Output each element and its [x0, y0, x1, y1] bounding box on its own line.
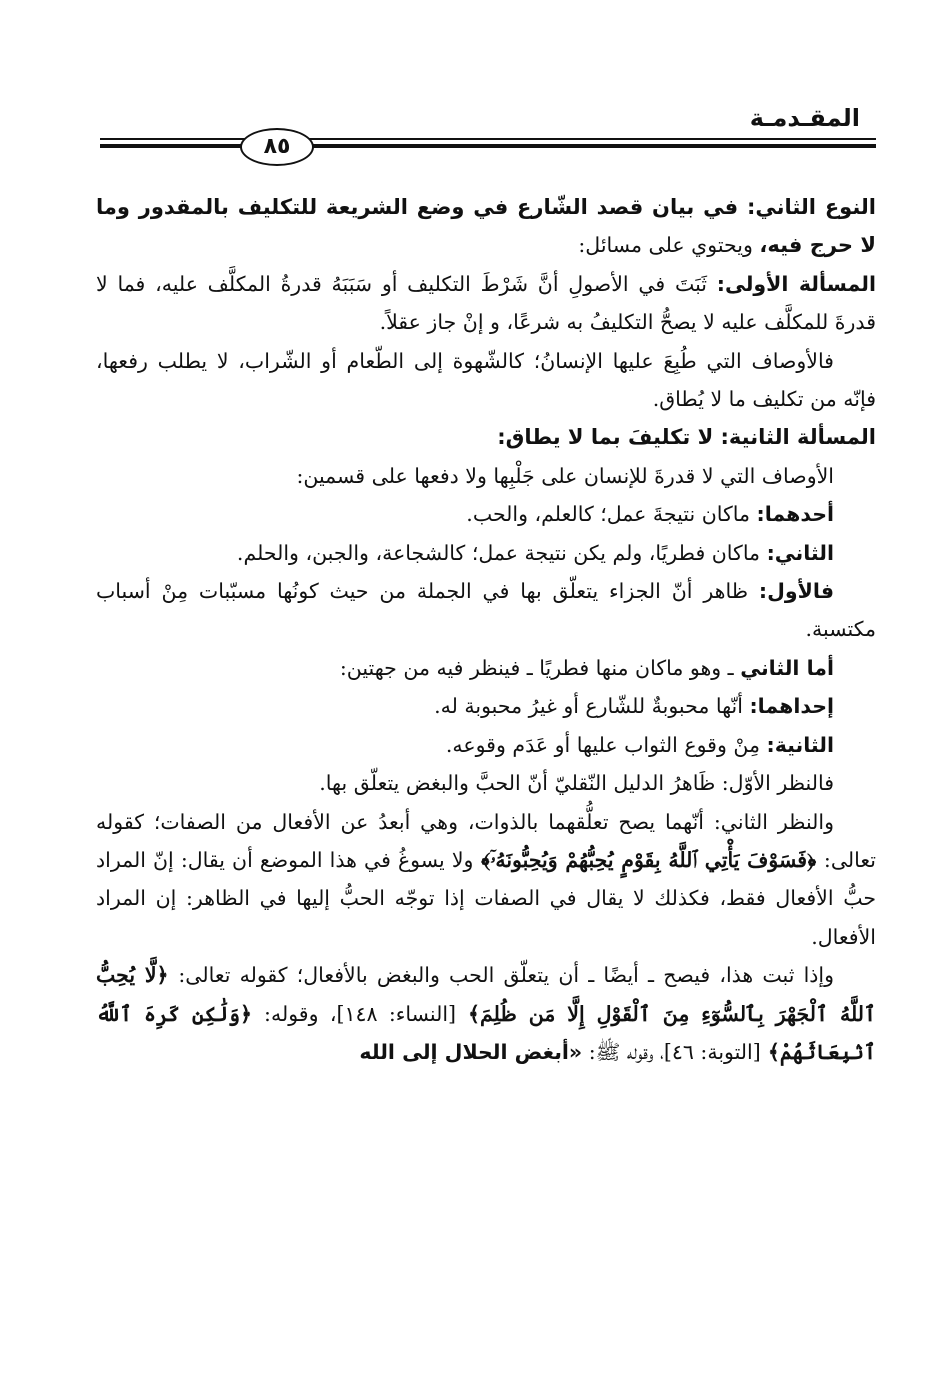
paragraph-view-one: فالنظر الأوّل: ظَاهرُ الدليل النّقليّ أنّ الحبَّ والبغض يتعلّق بها. — [319, 771, 834, 796]
paragraph-actions — [96, 956, 876, 1071]
quran-verse: ﴿فَسَوْفَ يَأْتِي ٱللَّهُ بِقَوْمٍ يُحِبُّهُمْ وَيُحِبُّونَهُۥٓ﴾ — [473, 847, 824, 872]
paragraph-two-types: الأوصاف التي لا قدرةَ للإنسان على جَلْبِها ولا دفعها على قسمين: — [296, 463, 834, 488]
header-rule — [100, 138, 876, 152]
view-two-text-a: والنظر الثاني: أنّهما يصح تعلُّقهما بالذوات، وهي أبعدُ عن الأفعال من الصفات؛ كقوله تعالى: — [96, 809, 876, 872]
paragraph-view-two — [96, 803, 876, 957]
type-one-text: ماكان نتيجةَ عمل؛ كالعلم، والحب. — [466, 502, 757, 527]
paragraph-aspect-one — [96, 687, 876, 725]
view-two-text-b: ولا يسوغُ في هذا الموضع أن يقال: إنّ المراد حبُّ الأفعال فقط، فكذلك لا يقال في الصفات إذا توجّه الحبُّ إليها في الظاهر: إن المراد الأفعال. — [96, 847, 876, 949]
verse-reference: [النساء: ١٤٨]، وقوله: — [264, 1001, 457, 1026]
section-heading: النوع الثاني: في بيان قصد الشّارع في وضع الشريعة للتكليف بالمقدور وما لا حرج فيه، — [96, 195, 876, 258]
aspect-two-text: مِنْ وقوع الثواب عليها أو عَدَم وقوعه. — [445, 732, 767, 757]
quran-verse: ﴿لَّا يُحِبُّ ٱللَّهُ ٱلْجَهْرَ بِٱلسُّوٓءِ مِنَ ٱلْقَوْلِ إِلَّا مَن ظُلِمَ﴾ — [96, 963, 876, 1026]
paragraph-innate-traits: فالأوصاف التي طُبِعَ عليها الإنسانُ؛ كالشّهوة إلى الطّعام أو الشّراب، لا يطلب رفعها، فإنّه من تكليف ما لا يُطاق. — [96, 348, 876, 412]
page-body — [96, 188, 876, 1071]
type-two-label: الثاني: — [766, 540, 834, 565]
aspect-one-text: أنّها محبوبةٌ للشّارع أو غيرُ محبوبة له. — [434, 694, 750, 719]
paragraph-first — [96, 572, 876, 649]
first-text: ظاهر أنّ الجزاء يتعلّق بها في الجملة من حيث كونُها مسبّبات مِنْ أسباب مكتسبة. — [96, 579, 876, 642]
section-intro: ويحتوي على مسائل: — [578, 233, 760, 258]
rule-thick-line — [100, 144, 876, 148]
type-one-label: أحدهما: — [756, 502, 834, 527]
paragraph-type-two — [96, 534, 876, 572]
paragraph-type-one — [96, 495, 876, 533]
paragraph-aspect-two — [96, 726, 876, 764]
chapter-title: المقـدمـة — [749, 104, 860, 132]
section-heading-paragraph — [96, 188, 876, 265]
quran-verse: ﴿وَلَٰكِن كَرِهَ ٱللَّهُ ٱنۢبِعَاثَهُمْ﴾ — [96, 1001, 876, 1064]
issue-one-text: ثَبَتَ في الأصولِ أنَّ شَرْطَ التكليف أو سَبَبَهُ قدرةُ المكلَّف عليه، فما لا قدرةَ للمكلَّف عليه لا يصحُّ التكليفُ به شرعًا، و إنْ جاز عقلاً. — [96, 271, 876, 335]
paragraph-second — [96, 649, 876, 687]
hadith-quote: «أبغض الحلال إلى الله — [359, 1039, 583, 1064]
issue-two-heading — [96, 418, 876, 456]
aspect-two-label: الثانية: — [766, 732, 834, 757]
issue-two-label: المسألة الثانية: لا تكليفَ بما لا يطاق: — [497, 425, 876, 450]
issue-one-paragraph — [96, 265, 876, 342]
aspect-one-label: إحداهما: — [749, 694, 834, 719]
second-label: أما الثاني — [740, 655, 834, 680]
first-label: فالأول: — [758, 579, 834, 604]
rule-thin-line — [100, 138, 876, 140]
type-two-text: ماكان فطريًا، ولم يكن نتيجة عمل؛ كالشجاعة، والجبن، والحلم. — [236, 540, 767, 565]
second-text: ـ وهو ماكان منها فطريًا ـ فينظر فيه من جهتين: — [339, 655, 741, 680]
issue-one-label: المسألة الأولى: — [716, 271, 876, 296]
actions-text-a: وإذا ثبت هذا، فيصح ـ أيضًا ـ أن يتعلّق الحب والبغض بالأفعال؛ كقوله تعالى: — [178, 963, 834, 988]
page-number: ٨٥ — [240, 128, 314, 166]
verse-reference: [التوبة: ٤٦]، وقوله ﷺ: — [582, 1039, 761, 1064]
